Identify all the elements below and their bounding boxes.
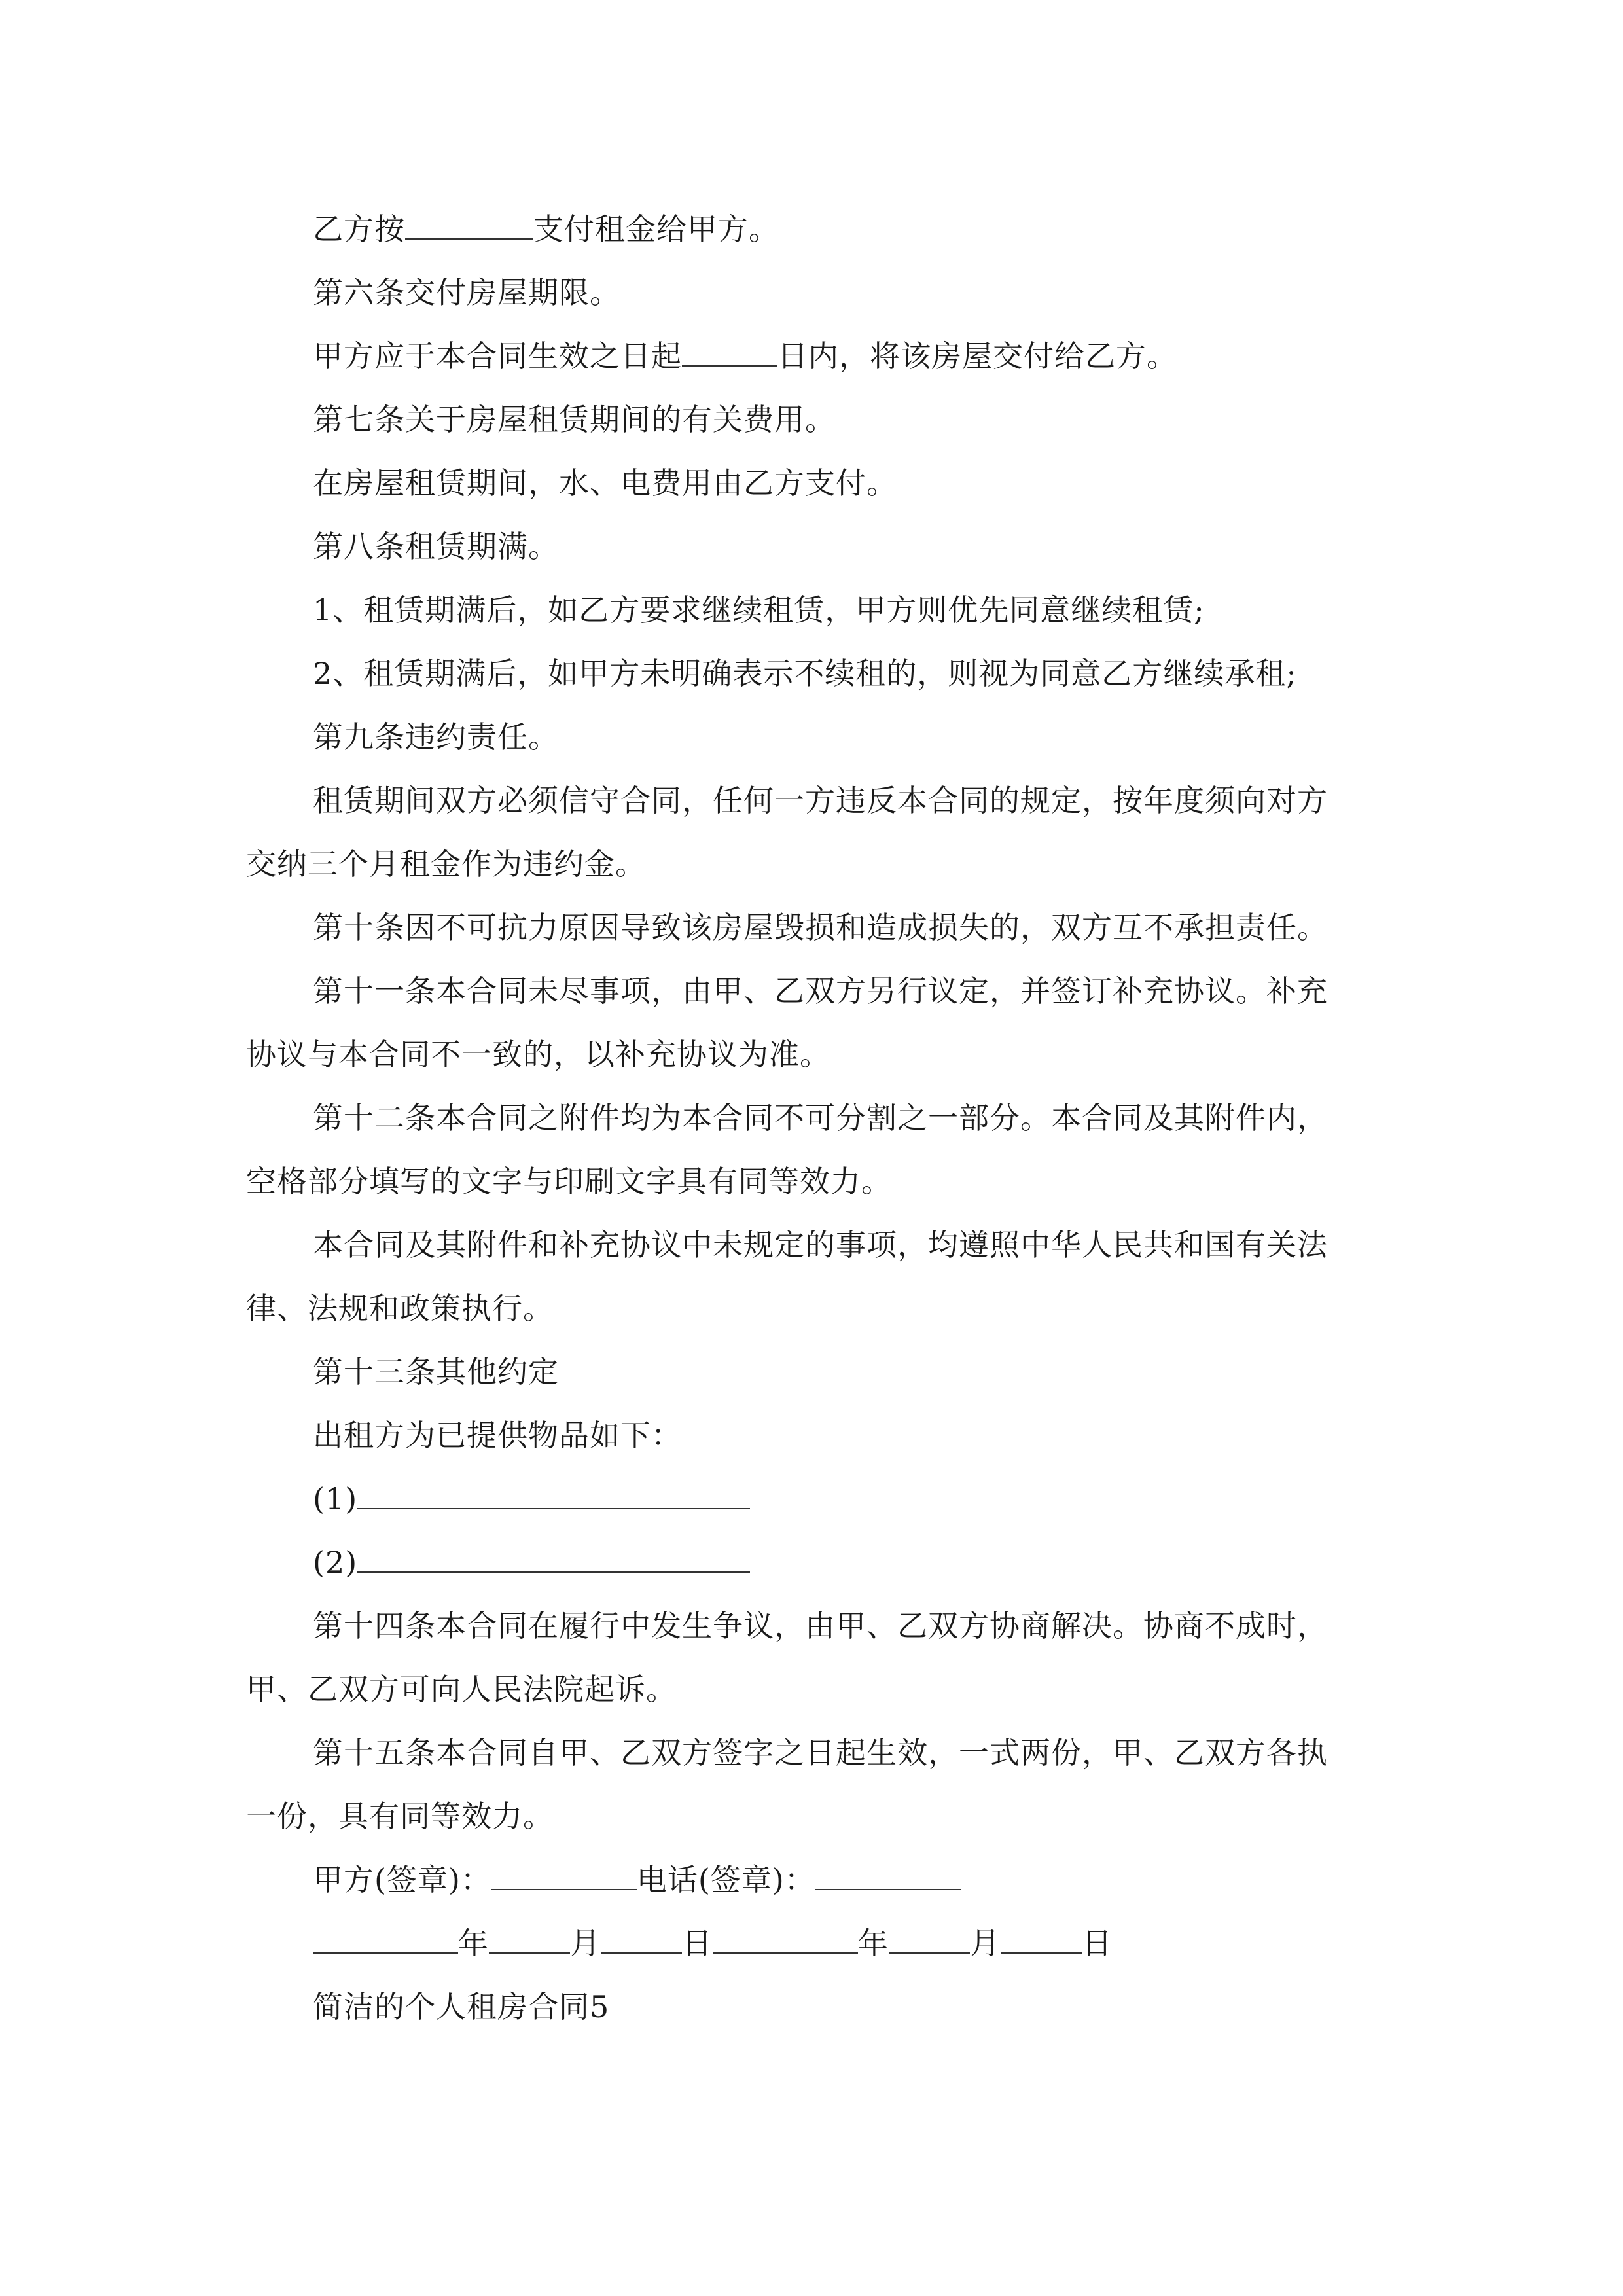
article-7-heading: 第七条关于房屋租赁期间的有关费用。: [313, 402, 836, 437]
paragraph-payment: [313, 209, 779, 249]
paragraph-breach-line2: 交纳三个月租金作为违约金。: [246, 846, 646, 882]
date-a-year-blank: [313, 1925, 458, 1954]
article-15-line2: 一份，具有同等效力。: [246, 1799, 554, 1834]
payment-method-blank: [405, 211, 533, 240]
delivery-text-start: 甲方应于本合同生效之日起: [313, 338, 682, 374]
date-b-day-label: 日: [1082, 1926, 1113, 1961]
article-12-line2: 空格部分填写的文字与印刷文字具有同等效力。: [246, 1164, 892, 1199]
signature-line: [313, 1860, 961, 1899]
date-a-year-label: 年: [458, 1926, 489, 1961]
article-13-heading: 第十三条其他约定: [313, 1354, 559, 1390]
paragraph-breach-line1: 租赁期间双方必须信守合同，任何一方违反本合同的规定，按年度须向对方: [313, 783, 1328, 818]
party-a-signature-label: 甲方(签章)：: [313, 1862, 491, 1897]
paragraph-utilities: 在房屋租赁期间，水、电费用由乙方支付。: [313, 465, 897, 501]
date-a-month-blank: [489, 1925, 570, 1954]
paragraph-delivery: [313, 336, 1177, 376]
clause-8-2: 2、租赁期满后，如甲方未明确表示不续租的，则视为同意乙方继续承租;: [313, 656, 1297, 691]
date-line: [313, 1924, 1113, 1963]
date-b-year-blank: [713, 1925, 858, 1954]
date-a-day-label: 日: [682, 1926, 713, 1961]
article-6-heading: 第六条交付房屋期限。: [313, 275, 620, 310]
item-2: [313, 1543, 750, 1582]
paragraph-law-line2: 律、法规和政策执行。: [246, 1291, 554, 1326]
phone-signature-label: 电话(签章)：: [636, 1862, 815, 1897]
payment-text-end: 支付租金给甲方。: [533, 211, 779, 247]
article-8-heading: 第八条租赁期满。: [313, 529, 559, 564]
date-b-month-blank: [889, 1925, 970, 1954]
article-14-line2: 甲、乙双方可向人民法院起诉。: [246, 1672, 677, 1707]
item-2-label: (2): [313, 1545, 358, 1580]
date-b-month-label: 月: [970, 1926, 1001, 1961]
item-2-blank: [357, 1544, 750, 1573]
article-11-line2: 协议与本合同不一致的，以补充协议为准。: [246, 1037, 830, 1072]
next-contract-title: 简洁的个人租房合同5: [313, 1989, 610, 2024]
date-b-day-blank: [1001, 1925, 1082, 1954]
date-b-year-label: 年: [858, 1926, 889, 1961]
delivery-text-end: 日内，将该房屋交付给乙方。: [777, 338, 1177, 374]
paragraph-law-line1: 本合同及其附件和补充协议中未规定的事项，均遵照中华人民共和国有关法: [313, 1227, 1328, 1263]
phone-signature-blank: [815, 1861, 961, 1890]
payment-text-start: 乙方按: [313, 211, 405, 247]
article-12-line1: 第十二条本合同之附件均为本合同不可分割之一部分。本合同及其附件内，: [313, 1100, 1328, 1136]
article-11-line1: 第十一条本合同未尽事项，由甲、乙双方另行议定，并签订补充协议。补充: [313, 973, 1328, 1009]
items-intro: 出租方为已提供物品如下：: [313, 1418, 682, 1453]
party-a-signature-blank: [491, 1861, 637, 1890]
item-1-blank: [357, 1480, 750, 1509]
date-a-month-label: 月: [570, 1926, 601, 1961]
article-10: 第十条因不可抗力原因导致该房屋毁损和造成损失的，双方互不承担责任。: [313, 910, 1328, 945]
article-15-line1: 第十五条本合同自甲、乙双方签字之日起生效，一式两份，甲、乙双方各执: [313, 1735, 1328, 1770]
article-9-heading: 第九条违约责任。: [313, 719, 559, 755]
date-a-day-blank: [601, 1925, 682, 1954]
item-1-label: (1): [313, 1481, 358, 1516]
item-1: [313, 1479, 750, 1518]
delivery-days-blank: [682, 338, 777, 367]
clause-8-1: 1、租赁期满后，如乙方要求继续租赁，甲方则优先同意继续租赁;: [313, 592, 1205, 628]
article-14-line1: 第十四条本合同在履行中发生争议，由甲、乙双方协商解决。协商不成时，: [313, 1608, 1328, 1643]
